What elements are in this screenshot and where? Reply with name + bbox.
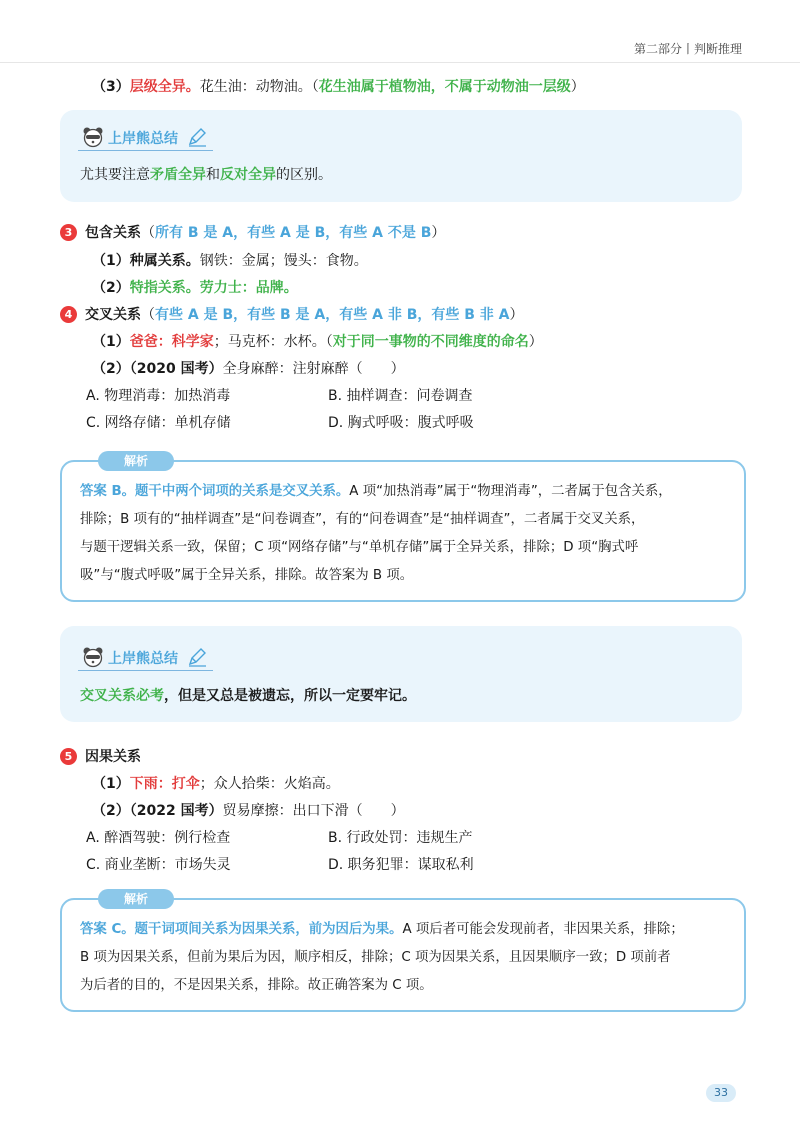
- option-b: B. 抽样调查：问卷调查: [328, 388, 473, 404]
- analysis-line: A 项后者可能会发现前者，非因果关系，排除；: [402, 922, 684, 937]
- section-definition: 有些 A 是 B，有些 B 是 A，有些 A 非 B，有些 B 非 A: [155, 307, 510, 323]
- analysis-line: 为后者的目的，不是因果关系，排除。故正确答案为 C 项。: [80, 978, 433, 993]
- highlight-term: 矛盾全异: [150, 167, 206, 183]
- analysis-box: [60, 454, 746, 602]
- sub-item: [92, 277, 298, 297]
- item-number: （1）: [92, 776, 130, 792]
- summary-text: [80, 685, 416, 705]
- desc-paren-close: ）: [431, 225, 446, 241]
- header-divider: [0, 62, 800, 63]
- analysis-tag: 解析: [98, 451, 174, 471]
- item-level-disjoint: [92, 76, 585, 96]
- question-text: 全身麻醉：注射麻醉（ ）: [222, 361, 405, 377]
- summary-text-part: 的区别。: [276, 167, 332, 183]
- item-note: 花生油属于植物油，不属于动物油一层级: [318, 79, 571, 95]
- section-title: 包含关系: [85, 225, 141, 241]
- section-number-badge: 3: [60, 224, 77, 241]
- section-definition: 所有 B 是 A，有些 A 是 B，有些 A 不是 B: [155, 225, 432, 241]
- analysis-line: 排除；B 项有的“抽样调查”是“问卷调查”，有的“问卷调查”是“抽样调查”，二者属于交叉关系，: [80, 512, 645, 527]
- pencil-icon: [186, 126, 208, 148]
- question-source: （2022 国考）: [129, 803, 223, 819]
- item-number: （1）: [92, 253, 130, 269]
- option-c: C. 网络存储：单机存储: [86, 415, 231, 431]
- answer-lead: 答案 C。题干词项间关系为因果关系，前为因后为果。: [80, 922, 403, 937]
- question-stem: [92, 358, 405, 378]
- item-term: 特指关系。劳力士：品牌。: [129, 280, 298, 296]
- summary-label: 上岸熊总结: [108, 651, 178, 667]
- section-title: 因果关系: [85, 749, 141, 765]
- summary-label: 上岸熊总结: [108, 131, 178, 147]
- item-term: 爸爸：科学家: [129, 334, 214, 350]
- section-number-badge: 5: [60, 748, 77, 765]
- analysis-tag: 解析: [98, 889, 174, 909]
- page-number: 33: [706, 1084, 736, 1102]
- item-example: 钢铁：金属；馒头：食物。: [199, 253, 368, 269]
- note-paren-open: （: [311, 79, 319, 95]
- note-paren-close: ）: [570, 79, 585, 95]
- option-c: C. 商业垄断：市场失灵: [86, 857, 231, 873]
- summary-text-part: 和: [206, 167, 220, 183]
- section-title: 交叉关系: [85, 307, 141, 323]
- sub-item: [92, 773, 340, 793]
- item-example: ；马克杯：水杯。: [213, 334, 326, 350]
- summary-text-part: ，但是又总是被遗忘，所以一定要牢记。: [164, 688, 416, 704]
- analysis-text: [80, 916, 730, 1000]
- item-term: 种属关系。: [129, 253, 200, 269]
- question-stem: [92, 800, 405, 820]
- analysis-line: B 项为因果关系，但前为果后为因，顺序相反，排除；C 项为因果关系，且因果顺序一致；D 项前者: [80, 950, 671, 965]
- running-header: 第二部分丨判断推理: [633, 42, 742, 56]
- summary-text-part: 尤其要注意: [80, 167, 150, 183]
- option-b: B. 行政处罚：违规生产: [328, 830, 473, 846]
- bear-icon: [82, 126, 104, 148]
- section-causal: [60, 746, 141, 766]
- question-text: 贸易摩擦：出口下滑（ ）: [222, 803, 405, 819]
- item-example: ；众人拾柴：火焰高。: [199, 776, 340, 792]
- bear-icon: [82, 646, 104, 668]
- analysis-line: A 项“加热消毒”属于“物理消毒”，二者属于包含关系，: [349, 484, 672, 499]
- option-a: A. 物理消毒：加热消毒: [86, 388, 231, 404]
- summary-box: [60, 110, 742, 202]
- option-d: D. 胸式呼吸：腹式呼吸: [328, 415, 474, 431]
- sub-item: [92, 250, 368, 270]
- summary-tag: [78, 126, 213, 151]
- option-d: D. 职务犯罪：谋取私利: [328, 857, 474, 873]
- analysis-box: [60, 892, 746, 1012]
- item-term: 层级全异。: [129, 79, 200, 95]
- analysis-text: [80, 478, 730, 590]
- item-number: （3）: [92, 79, 130, 95]
- section-inclusion: [60, 222, 445, 242]
- option-a: A. 醉酒驾驶：例行检查: [86, 830, 231, 846]
- summary-box: [60, 626, 742, 722]
- highlight-term: 反对全异: [220, 167, 276, 183]
- desc-paren-close: ）: [509, 307, 524, 323]
- item-note: 对于同一事物的不同维度的命名: [332, 334, 529, 350]
- note-paren-open: （: [325, 334, 333, 350]
- item-example: 花生油：动物油。: [199, 79, 312, 95]
- section-intersection: [60, 304, 524, 324]
- sub-item: [92, 331, 543, 351]
- summary-text: [80, 164, 332, 184]
- note-paren-close: ）: [528, 334, 543, 350]
- summary-tag: [78, 646, 213, 671]
- question-number: （2）: [92, 361, 130, 377]
- item-term: 下雨：打伞: [129, 776, 200, 792]
- question-source: （2020 国考）: [129, 361, 223, 377]
- pencil-icon: [186, 646, 208, 668]
- section-number-badge: 4: [60, 306, 77, 323]
- highlight-term: 交叉关系必考: [80, 688, 164, 704]
- analysis-line: 与题干逻辑关系一致，保留；C 项“网络存储”与“单机存储”属于全异关系，排除；D 项“胸式呼: [80, 540, 639, 555]
- analysis-line: 吸”与“腹式呼吸”属于全异关系，排除。故答案为 B 项。: [80, 568, 414, 583]
- answer-lead: 答案 B。题干中两个词项的关系是交叉关系。: [80, 484, 350, 499]
- item-number: （1）: [92, 334, 130, 350]
- desc-paren-open: （: [141, 225, 155, 241]
- question-number: （2）: [92, 803, 130, 819]
- item-number: （2）: [92, 280, 130, 296]
- desc-paren-open: （: [141, 307, 155, 323]
